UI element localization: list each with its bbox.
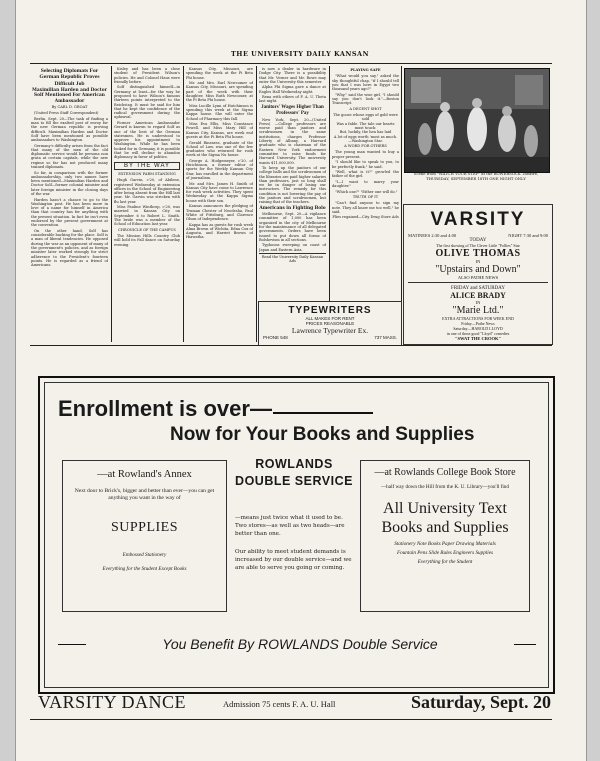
- section-rule: [30, 345, 552, 346]
- annex-box: [62, 460, 227, 612]
- box-item: Everything for the Student: [417, 558, 473, 565]
- column-rule: [329, 66, 330, 301]
- article-paragraph: The Mission Hills Country Club will hold its Fall dance on Saturday evening.: [114, 234, 180, 247]
- article-paragraph: Miss Pauline Winthrop, c'20, was married in Kansas City on September 6 to Robert L. Smith. The bride was a member of the School of Education last year.: [114, 205, 180, 227]
- verse-line: Was a fable. The tale our hearts must touch:: [336, 121, 395, 130]
- star-name: ALICE BRADY: [450, 291, 506, 300]
- business-name: Lawrence Typewriter Ex.: [291, 326, 369, 335]
- article-paragraph: Kansas City, Missouri, are spending the week at the Pi Beta Phi house.: [186, 67, 253, 80]
- article-paragraph: To keep up the janitors of our college halls and the scrubwomen of the libraries are paid higher salaries than professors, just so long shall we be in danger of losing our instructors. The remedy for this condition is not lowering the pay of the janitors and scrubwomen, but raising that of the teachers.: [259, 165, 326, 205]
- dance-title: VARSITY DANCE: [38, 692, 187, 712]
- box-text: —half way down the Hill from the K. U. Library—you'll find: [380, 484, 509, 490]
- ad-title: VARSITY: [430, 209, 526, 230]
- humor-title: A WORD FOR OTHERS: [344, 144, 387, 149]
- article-column-3: [186, 67, 253, 343]
- college-book-store-box: [360, 460, 530, 612]
- night-times: NIGHT 7:30 and 9:00: [508, 233, 548, 238]
- article-paragraph: Miss Eva Ellis, Miss Constance Powell, and Miss Mary Hill of Kansas City, Kansas, are week end guests at the Pi Beta Phi house.: [186, 122, 253, 140]
- article-paragraph: (United Press Staff Correspondent): [34, 111, 99, 116]
- article-paragraph: Typhoons sweeping on coast of Japan and Eastern Asia.: [259, 243, 326, 252]
- humor-paragraph: "Which one?" "Either one will do.": [335, 189, 398, 194]
- article-headline: Americans in Fighting Bolo: [259, 205, 326, 211]
- article-paragraph: Germany's difficulty arises from the fact that many of the men of the old diplomatic service would be persona non grata at certain capitals, while the new regime so far has not produced many trained diplomats.: [31, 143, 108, 170]
- article-paragraph: Berlin, Sept. 20—The task of finding a man to fill the exalted post of envoy for the new German republic is proving difficult. Maximilian Harden and Doctor Solf have been mentioned as possible ambassadors to Washington.: [31, 116, 108, 143]
- humor-paragraph: "I—I want to marry your daughter.": [332, 179, 399, 189]
- article-subhead: Maximilian Harden and Doctor Solf Mentioned For American Ambassador: [32, 88, 107, 104]
- box-item: Stationery Note Books Paper Drawing Materials: [394, 540, 496, 547]
- in-label: IN: [475, 300, 481, 305]
- section-subhead: CHRONICLE OF THE CAMPUS: [118, 227, 176, 232]
- article-column-2: [114, 67, 180, 343]
- article-paragraph: Alpha Phi Sigma gave a dance at Eagles Hall Wednesday night.: [259, 85, 326, 94]
- article-headline: Janitors' Wages Higher Than Professors' Pay: [261, 104, 324, 116]
- verse-line: —Washington Star.: [348, 138, 383, 143]
- article-paragraph: Melbourne, Sept. 20—A vigilance committee of 1,000 has been organized in the city of Melbourne for the maintenance of all delegated governments. Orders have been issued to put down all forms of Bolshevism in all sections.: [259, 212, 326, 242]
- phone-number: PHONE 548: [263, 335, 288, 340]
- article-paragraph: Harden hasn't a chance to go to the Washington post. He has been more in love of a name for himself in America than that country has for anything with the present situation. In fact he isn't even endorsed by the present government at the convention.: [31, 197, 108, 228]
- humor-paragraph: "Can't find anyone to sign my note. They all know me too well," he said.: [332, 201, 399, 214]
- verse-line: A lot of eggs worth 'most as much.: [333, 134, 398, 139]
- photo-caption: Scene from "WATCH YOUR STEP" at the BOWERSOCK Theatre, THURSDAY, SEPTEMBER 18TH ONE NIGHT ONLY: [413, 171, 539, 181]
- humor-title: A DECENT SHOT: [349, 106, 382, 111]
- extra-line: EXTRA ATTRACTIONS FOR WEEK END: [442, 316, 514, 321]
- dance-admission: Admission 75 cents F. A. U. Hall: [223, 699, 336, 709]
- box-item: Embossed Stationery: [122, 552, 167, 558]
- feature-title: "Marie Ltd.": [452, 305, 504, 316]
- column-rule: [256, 66, 257, 342]
- ad-line: ALL MAKES FOR RENT: [305, 316, 355, 321]
- also-line: ALSO PATHE NEWS: [457, 275, 499, 280]
- by-the-way-heading: BY THE WAY: [114, 162, 180, 170]
- column-rule: [183, 66, 184, 342]
- section-title: ROWLANDS DOUBLE SERVICE: [235, 457, 353, 488]
- box-big-text: SUPPLIES: [110, 520, 179, 535]
- varsity-theatre-ad: [403, 204, 553, 345]
- article-column-4: [259, 67, 326, 299]
- box-big-text: All University Text Books and Supplies: [381, 499, 509, 536]
- section-paragraph: Our ability to meet student demands is increased by our double service—and we are able to serve you going or coming.: [235, 549, 352, 571]
- bottom-rule: [30, 719, 552, 720]
- typewriters-ad: [258, 301, 402, 346]
- box-item: Fountain Pens Slide Rules Engineers Supplies: [396, 549, 494, 556]
- double-service-section: [235, 456, 353, 572]
- article-paragraph: Kappa has as guests for rush week Alma Brown of Wichita, Edna Cox of Augusta, and Harriet Brown of Hiawatha.: [186, 222, 253, 240]
- ad-line: PRICES REASONABLE: [305, 321, 355, 326]
- ad-title: TYPEWRITERS: [288, 305, 372, 316]
- article-paragraph: Hugh Garvin, c'20, of Abilene, registered Wednesday at extension offices in the School of Engineering after being absent from the Hill last year. Mr. Garvin was stricken with flu last year.: [114, 178, 180, 204]
- section-subhead: EXTENSION FARM STANDING: [118, 171, 176, 176]
- theatre-scene-photo: [404, 68, 550, 173]
- matinee-times: MATINEES 2:30 and 4:00: [408, 233, 457, 238]
- ad-headline: Enrollment is over—: [58, 396, 272, 421]
- humor-column: [332, 67, 399, 299]
- box-item: Everything for the Student Except Books: [102, 566, 187, 572]
- article-paragraph: Gerald Rinsness, graduate of the School of Law, was one of the few graduates who returned for rush week at the Sigma Nu house.: [186, 140, 253, 158]
- article-paragraph: George A. Hodgemeyer, c'20, of Hutchinson, a former editor of sports for the Weekly Kansan City Star, has enrolled in the department of journalism.: [186, 158, 253, 181]
- in-label: IN: [475, 259, 481, 264]
- humor-title: PLAYING SAFE: [350, 68, 381, 72]
- humor-paragraph: The young man wanted to buy a proper present.: [332, 150, 399, 159]
- rowlands-ad: [38, 376, 555, 694]
- ad-headline: Now for Your Books and Supplies: [170, 424, 475, 445]
- article-headline: Selecting Diplomats For German Republic Proves Difficult Job: [39, 68, 100, 87]
- article-paragraph: Rena with others of F. A. U. Theta last night.: [259, 95, 326, 104]
- extra-line: in one of those good "Lloyd" comedies: [446, 331, 510, 336]
- article-paragraph: is now a dealer in hardware in Dodge City. There is a possibility that Mr. Verner and Mr. Rowe may enter the University this semester.: [259, 67, 326, 84]
- section-paragraph: —means just twice what it used to be. Two stores—as well as two heads—are better than one.: [235, 515, 345, 537]
- today-label: TODAY: [469, 238, 487, 243]
- article-paragraph: So far, in comparison with the former ambassadorship, only two names have been mentioned—Maximilian Harden and Doctor Solf—former colonial minister and later foreign minister in the closing days of the war.: [31, 170, 108, 197]
- humor-paragraph: "Well, what is it?" growled the father of the girl.: [332, 169, 399, 179]
- humor-paragraph: "What would you say," asked the shy thoughtful chap, "if I should tell you that I was here in Egypt two thousand years ago?": [332, 74, 399, 92]
- showing-line: The first showing of The Clever Little "Follies" Star: [436, 243, 520, 248]
- varsity-dance-ad: [38, 690, 551, 717]
- column-rule: [111, 66, 112, 342]
- extra-line: Saturday—HAROLD LLOYD: [453, 326, 503, 331]
- article-paragraph: Mr. and Mrs. Earl Newcomer of Kansas City, Missouri, are spending part of the week with their daughter, Miss Ruth Newcomer, at the Pi Beta Phi house.: [186, 81, 253, 103]
- footer-note: Flies regained—City Drug Store Ads: [332, 215, 399, 220]
- article-paragraph: Solf distinguished himself—in Germany at least—for the way he proposed to have Wilson's famous thirteen points interpreted to the Reichstag. It must be said for him that he kept the confidence of the radical government during the upheaval.: [114, 85, 180, 120]
- article-column-1: [31, 67, 108, 343]
- humor-title: TRUTH OF IT: [352, 195, 379, 200]
- box-title: —at Rowlands College Book Store: [374, 467, 516, 478]
- box-title: —at Rowland's Annex: [97, 469, 192, 480]
- humor-paragraph: "I should like to speak to you, to be perfectly frank," he said.: [332, 160, 399, 169]
- article-paragraph: Kansas announces the pledging of Truman Chester of Neodesha, Paul White of Pittsburg, and Clarence Olson of Independence.: [186, 204, 253, 222]
- extra-line: "SWAT THE CROOK": [454, 336, 501, 341]
- star-name: OLIVE THOMAS: [435, 248, 521, 259]
- humor-paragraph: "Why," said the wise girl, "I should say you don't look it."—Boston Transcript.: [332, 92, 399, 106]
- article-paragraph: Former American Ambassador Gerard is known to regard Solf as one of the best of the German statesmen. He is understood to approve his appointment to Washington. While he has been looked for in Germany, it is possible that he will decline to abandon diplomacy in favor of politics.: [114, 120, 180, 160]
- masthead-rule: [30, 63, 552, 64]
- box-text: Next door to Brick's, bigger and better than ever—you can get anything you want in the way of: [74, 488, 215, 501]
- article-byline: By CARL D. GROAT: [51, 104, 88, 109]
- article-paragraph: Kisley and has been a close student of President Wilson's policies. He and Colonel Haus were friendly before.: [114, 67, 180, 84]
- ad-tagline: You Benefit By ROWLANDS Double Service: [162, 636, 438, 652]
- article-paragraph: On the other hand, Solf has considerable backing for the place. Solf is a man of liberal tendencies. He opposed during the war as an opponent of many of the government's policies, and as foreign minister later worked strongly for strict adherence to the President's fourteen points. He is regarded as a friend of Americans.: [31, 228, 108, 268]
- masthead: THE UNIVERSITY DAILY KANSAN: [230, 50, 370, 58]
- address: 737 MASS.: [374, 335, 397, 340]
- verse-line: The goose whose eggs of gold were sold: [333, 113, 398, 122]
- verse-line: But, luckily, the hen has laid: [339, 130, 392, 135]
- article-paragraph: New York, Sept. 20—(United Press) —College professors are worse paid than janitors and scrubwomen in the same institutions, charges Professor Liberty of Albany, a Harvard graduate who is chairman of the Eastern New York endowment committee to raise funds for Harvard University. The university wants $11,000,000.: [259, 117, 326, 165]
- dance-date: Saturday, Sept. 20: [410, 692, 551, 712]
- weekend-label: FRIDAY and SATURDAY: [451, 286, 505, 291]
- article-paragraph: Mr. and Mrs. James H. Smith of Kansas City have come to Lawrence for rush week activities. They spent Wednesday at the Kappa Sigma house with their son.: [186, 181, 253, 203]
- article-paragraph: Miss Lucille Lynn of Hutchinson is spending this week at the Sigma Kappa house. She will enter the School of Pharmacy this fall.: [186, 103, 253, 121]
- extra-line: Friday—Pathe News: [461, 321, 495, 326]
- feature-title: "Upstairs and Down": [435, 264, 521, 275]
- footer-note: Read the University Daily Kansan Ads: [259, 253, 326, 264]
